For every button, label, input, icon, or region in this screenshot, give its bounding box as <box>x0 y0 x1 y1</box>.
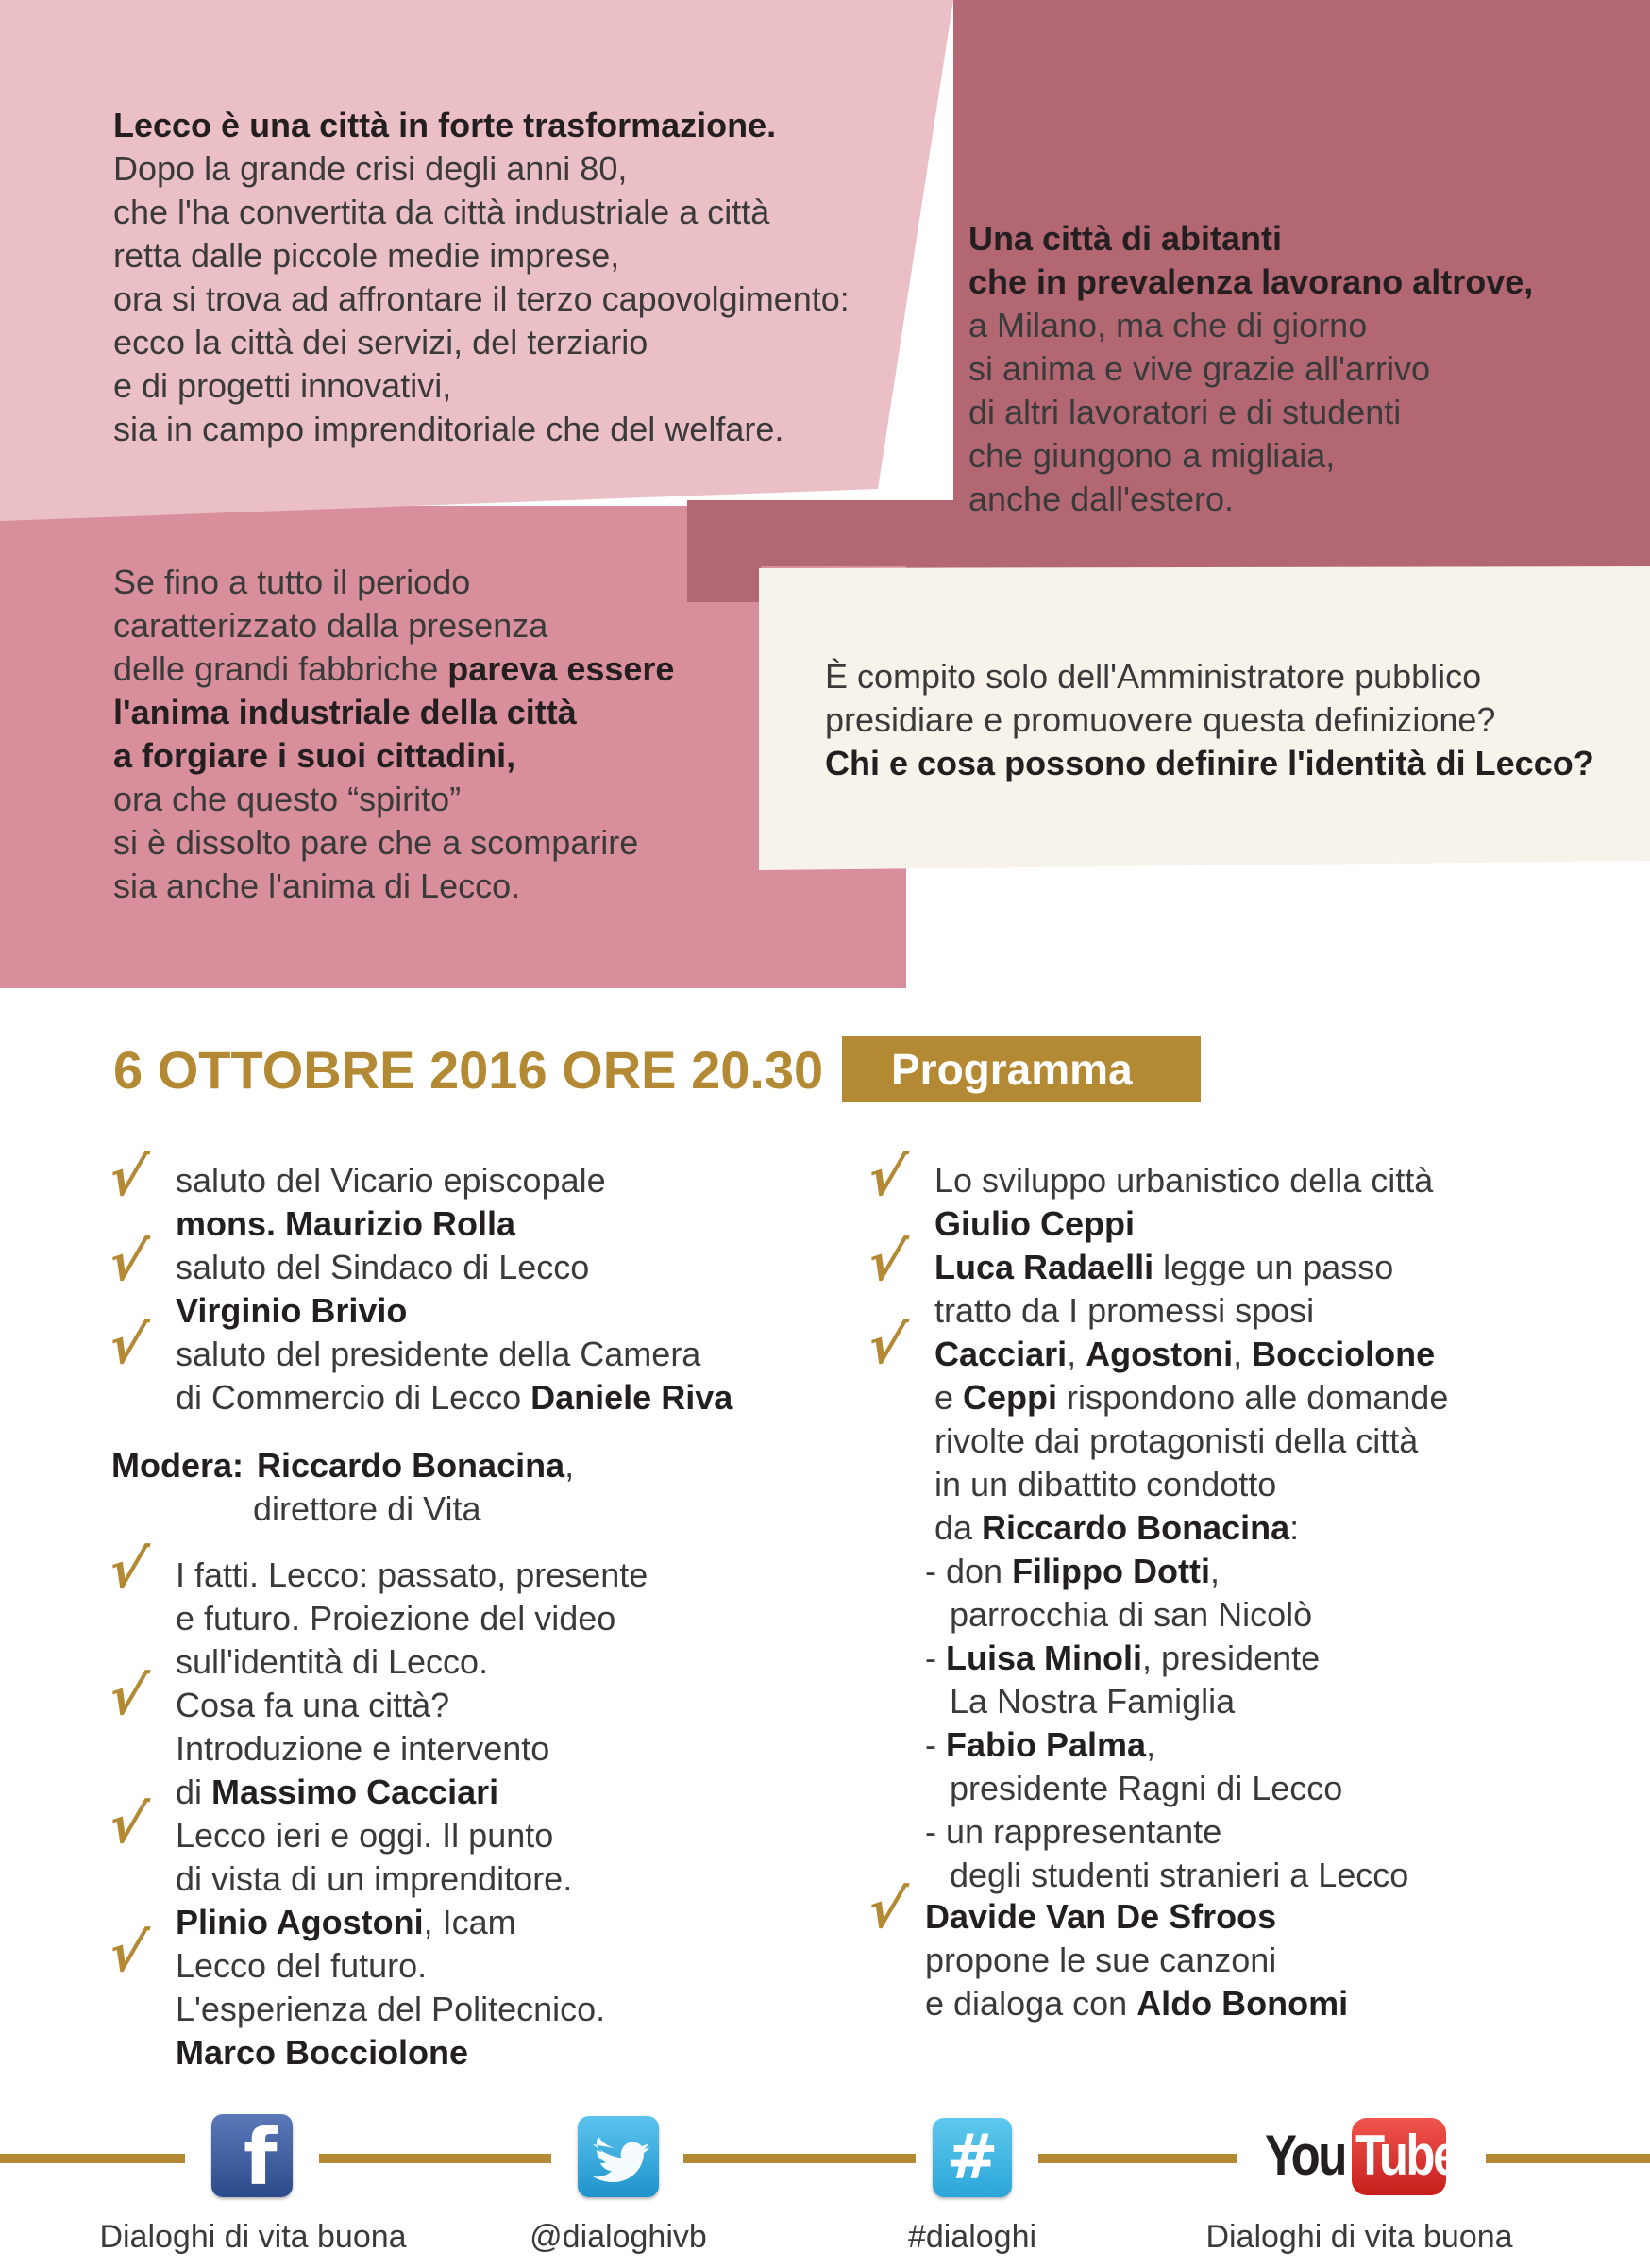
youtube-tube-box <box>1352 2118 1457 2195</box>
program-left-group-1 <box>176 1159 780 1420</box>
program-item: L'esperienza del Politecnico. <box>176 1990 606 2028</box>
hashtag-icon[interactable] <box>933 2118 1012 2197</box>
program-right-final <box>925 1895 1624 2025</box>
bird-icon <box>578 2116 659 2197</box>
intro-3-bold: l'anima industriale della città <box>113 693 577 731</box>
moderator-role: direttore di Vita <box>253 1489 481 1528</box>
youtube-logo[interactable] <box>1261 2118 1457 2197</box>
program-item: di vista di un imprenditore. <box>176 1859 573 1898</box>
intro-4-bold: Chi e cosa possono definire l'identità di Lecco? <box>825 744 1594 782</box>
intro-1-line: sia in campo imprenditoriale che del welfare. <box>113 410 784 448</box>
program-item: saluto del presidente della Camera <box>176 1335 701 1373</box>
facebook-icon[interactable] <box>211 2113 293 2203</box>
intro-1-bold: Lecco è una città in forte trasformazione. <box>113 106 777 144</box>
panel-item-detail: degli studenti stranieri a Lecco <box>950 1856 1409 1894</box>
check-icon: √ <box>103 1539 152 1601</box>
program-item: I fatti. Lecco: passato, presente <box>176 1555 648 1594</box>
program-item: rivolte dai protagonisti della città <box>934 1421 1419 1460</box>
panel-item: - Luisa Minoli, presidente <box>925 1638 1321 1677</box>
program-right-group <box>934 1159 1633 1550</box>
intro-2-line: che giungono a migliaia, <box>968 436 1336 475</box>
panel-item: - Fabio Palma, <box>925 1725 1156 1764</box>
footer-divider <box>319 2154 551 2163</box>
intro-block-3 <box>113 561 868 908</box>
intro-1-line: che l'ha convertita da città industriale a città <box>113 193 770 231</box>
program-item: in un dibattito condotto <box>934 1465 1277 1504</box>
program-item: Introduzione e intervento <box>176 1729 550 1768</box>
intro-3-line: Se fino a tutto il periodo <box>113 563 471 601</box>
intro-block-1 <box>113 104 925 451</box>
program-item: e futuro. Proiezione del video <box>176 1599 616 1638</box>
intro-3-bold: a forgiare i suoi cittadini, <box>113 736 516 775</box>
twitter-label[interactable]: @dialoghivb <box>530 2219 707 2255</box>
check-icon: √ <box>862 1879 911 1940</box>
program-label: Programma <box>891 1045 1133 1094</box>
program-badge <box>842 1036 1201 1102</box>
program-item: Lecco del futuro. <box>176 1946 428 1985</box>
check-icon: √ <box>103 1666 152 1727</box>
intro-1-line: ora si trova ad affrontare il terzo capovolgimento: <box>113 279 850 318</box>
check-icon: √ <box>103 1923 152 1984</box>
panel-item-detail: presidente Ragni di Lecco <box>950 1769 1343 1807</box>
check-icon: √ <box>103 1232 152 1293</box>
program-item: Cacciari, Agostoni, Bocciolone <box>934 1335 1436 1373</box>
intro-4-line: presidiare e promuovere questa definizione? <box>825 700 1496 739</box>
program-item: propone le sue canzoni <box>925 1940 1277 1979</box>
panel-item: - don Filippo Dotti, <box>925 1552 1221 1590</box>
hashtag-glyph: # <box>946 2121 999 2193</box>
program-item: saluto del Vicario episcopale <box>176 1161 606 1200</box>
intro-3-line: si è dissolto pare che a scomparire <box>113 823 639 862</box>
speaker-name: Giulio Ceppi <box>934 1204 1135 1243</box>
facebook-label[interactable]: Dialoghi di vita buona <box>99 2219 407 2255</box>
program-item: Cosa fa una città? <box>176 1686 450 1724</box>
youtube-label[interactable]: Dialoghi di vita buona <box>1205 2219 1513 2255</box>
program-item: Plinio Agostoni, Icam <box>176 1903 516 1941</box>
moderator: Modera: Riccardo Bonacina, direttore di Vita <box>111 1444 772 1531</box>
program-item: Luca Radaelli legge un passo <box>934 1248 1394 1286</box>
intro-block-2 <box>968 217 1629 521</box>
check-icon: √ <box>862 1232 911 1293</box>
check-icon: √ <box>103 1315 152 1376</box>
check-icon: √ <box>862 1147 911 1208</box>
intro-2-line: si anima e vive grazie all'arrivo <box>968 349 1431 388</box>
panel-item-detail: La Nostra Famiglia <box>950 1682 1236 1721</box>
intro-block-4 <box>825 655 1637 785</box>
program-item: da Riccardo Bonacina: <box>934 1508 1300 1547</box>
intro-2-line: a Milano, ma che di giorno <box>968 306 1368 344</box>
intro-2-bold: che in prevalenza lavorano altrove, <box>968 262 1534 301</box>
check-icon: √ <box>103 1147 152 1208</box>
footer-divider <box>1038 2154 1237 2163</box>
footer-divider <box>0 2154 185 2163</box>
intro-2-bold: Una città di abitanti <box>968 219 1283 258</box>
program-item: di Massimo Cacciari <box>176 1772 499 1811</box>
speaker-name: Virginio Brivio <box>176 1291 408 1330</box>
panel-item-detail: parrocchia di san Nicolò <box>950 1595 1313 1634</box>
moderator-name: Riccardo Bonacina <box>257 1446 565 1485</box>
intro-3-line: sia anche l'anima di Lecco. <box>113 866 521 905</box>
program-item: sull'identità di Lecco. <box>176 1642 489 1681</box>
intro-3-line: delle grandi fabbriche pareva essere <box>113 649 675 688</box>
program-left-group-2 <box>176 1554 780 2075</box>
speaker-name: Davide Van De Sfroos <box>925 1897 1277 1936</box>
event-date: 6 OTTOBRE 2016 ORE 20.30 <box>113 1040 824 1100</box>
intro-1-line: ecco la città dei servizi, del terziario <box>113 323 648 361</box>
intro-1-line: Dopo la grande crisi degli anni 80, <box>113 149 628 188</box>
footer-divider <box>683 2154 916 2163</box>
panel-item: - un rappresentante <box>925 1812 1222 1851</box>
intro-1-line: e di progetti innovativi, <box>113 366 452 405</box>
check-icon: √ <box>862 1315 911 1376</box>
footer-divider <box>1486 2154 1650 2163</box>
program-item: Lo sviluppo urbanistico della città <box>934 1161 1434 1200</box>
speaker-name: Marco Bocciolone <box>176 2033 469 2072</box>
intro-2-line: di altri lavoratori e di studenti <box>968 393 1402 431</box>
program-item: e Ceppi rispondono alle domande <box>934 1378 1449 1417</box>
program-item: saluto del Sindaco di Lecco <box>176 1248 590 1286</box>
intro-4-line: È compito solo dell'Amministratore pubblico <box>825 657 1482 696</box>
intro-3-line: caratterizzato dalla presenza <box>113 606 548 645</box>
youtube-tube: Tube <box>1355 2124 1457 2187</box>
speaker-name: mons. Maurizio Rolla <box>176 1204 516 1243</box>
program-item: Lecco ieri e oggi. Il punto <box>176 1816 554 1855</box>
intro-1-line: retta dalle piccole medie imprese, <box>113 236 620 275</box>
facebook-glyph: f <box>244 2113 278 2203</box>
hashtag-label[interactable]: #dialoghi <box>907 2219 1037 2255</box>
program-item: di Commercio di Lecco Daniele Riva <box>176 1378 733 1417</box>
intro-3-line: ora che questo “spirito” <box>113 780 462 818</box>
program-item: e dialoga con Aldo Bonomi <box>925 1984 1349 2023</box>
moderator-label: Modera: <box>111 1446 244 1485</box>
panel-list <box>925 1550 1624 1897</box>
check-icon: √ <box>103 1794 152 1856</box>
twitter-icon[interactable] <box>578 2116 659 2197</box>
intro-2-line: anche dall'estero. <box>968 479 1235 518</box>
youtube-you: You <box>1265 2124 1345 2187</box>
program-item: tratto da I promessi sposi <box>934 1291 1315 1330</box>
